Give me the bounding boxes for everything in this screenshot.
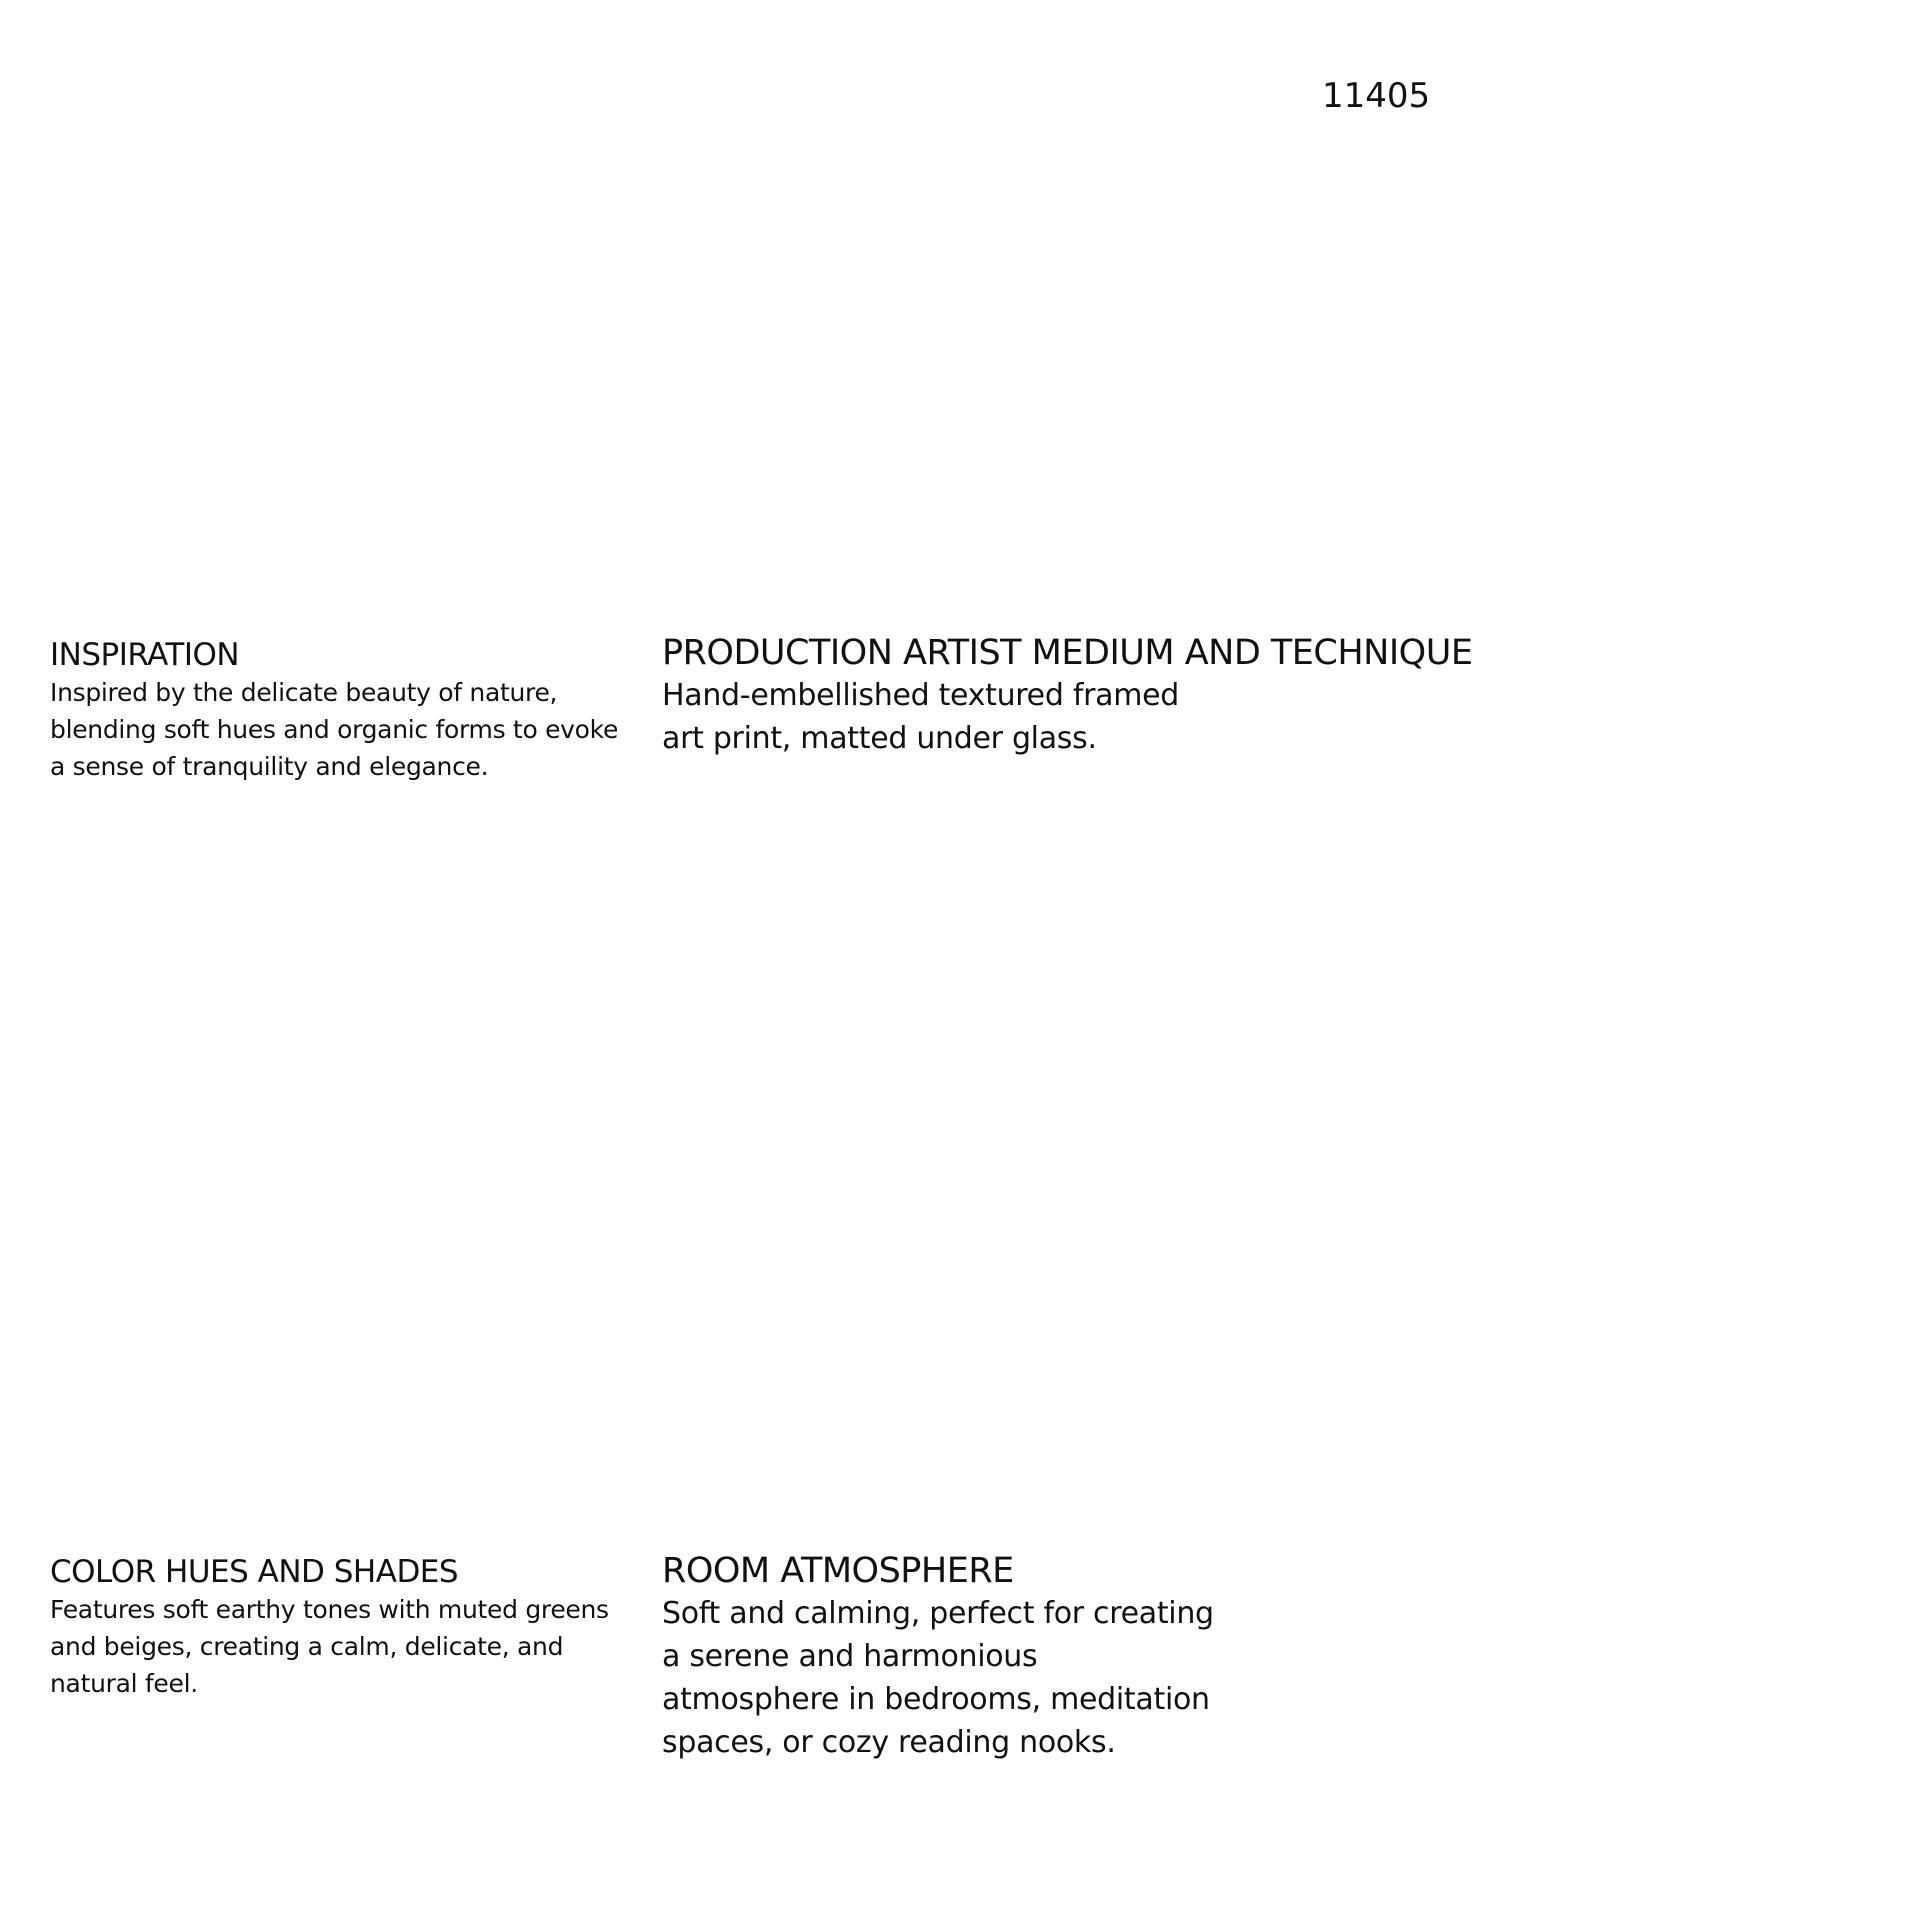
color-hues-text: Features soft earthy tones with muted greens and beiges, creating a calm, delicate, and natural feel. bbox=[50, 1595, 609, 1698]
color-hues-section bbox=[50, 1553, 640, 1702]
product-code: 11405 bbox=[1322, 76, 1431, 116]
medium-technique-section bbox=[662, 632, 1472, 760]
inspiration-section bbox=[50, 636, 640, 785]
inspiration-text: Inspired by the delicate beauty of nature, blending soft hues and organic forms to evoke a sense of tranquility and elegance. bbox=[50, 678, 619, 781]
medium-technique-text: Hand-embellished textured framed art print, matted under glass. bbox=[662, 678, 1180, 756]
color-hues-title: COLOR HUES AND SHADES bbox=[50, 1554, 459, 1590]
inspiration-title: INSPIRATION bbox=[50, 637, 240, 673]
room-atmosphere-section bbox=[662, 1550, 1222, 1764]
medium-technique-title: PRODUCTION ARTIST MEDIUM AND TECHNIQUE bbox=[662, 633, 1473, 673]
room-atmosphere-title: ROOM ATMOSPHERE bbox=[662, 1551, 1014, 1591]
room-atmosphere-text: Soft and calming, perfect for creating a serene and harmonious atmosphere in bedrooms, meditation spaces, or cozy reading nooks. bbox=[662, 1596, 1214, 1760]
